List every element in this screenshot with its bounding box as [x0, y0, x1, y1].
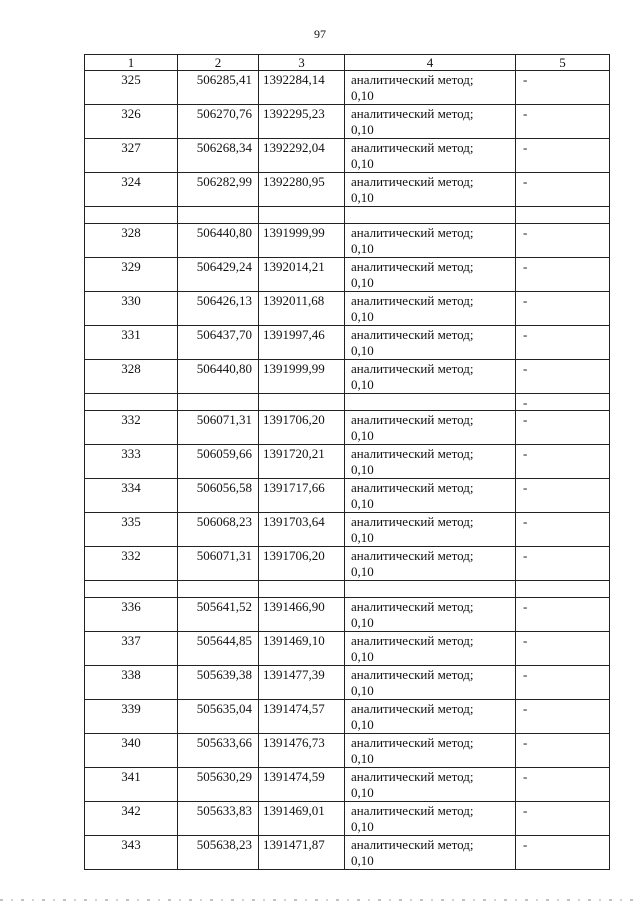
y-coordinate-cell: 1392284,14 — [259, 71, 345, 105]
method-cell — [345, 598, 516, 632]
method-cell — [345, 105, 516, 139]
table-row — [85, 71, 610, 105]
note-cell: - — [516, 139, 610, 173]
accuracy-text: 0,10 — [351, 428, 374, 443]
method-text: аналитический метод; — [351, 174, 474, 189]
empty-cell — [345, 207, 516, 224]
column-header-1: 1 — [85, 55, 178, 71]
accuracy-text: 0,10 — [351, 530, 374, 545]
point-number-cell: 332 — [85, 411, 178, 445]
column-header-5: 5 — [516, 55, 610, 71]
x-coordinate-cell: 505630,29 — [178, 768, 259, 802]
x-coordinate-cell: 506440,80 — [178, 224, 259, 258]
table-row — [85, 700, 610, 734]
method-cell — [345, 700, 516, 734]
point-number-cell: 343 — [85, 836, 178, 870]
method-cell — [345, 632, 516, 666]
empty-cell — [259, 581, 345, 598]
note-cell: - — [516, 479, 610, 513]
method-cell — [345, 173, 516, 207]
table-row — [85, 105, 610, 139]
note-cell — [516, 581, 610, 598]
separator-row — [85, 207, 610, 224]
x-coordinate-cell: 506071,31 — [178, 547, 259, 581]
method-text: аналитический метод; — [351, 599, 474, 614]
y-coordinate-cell: 1392292,04 — [259, 139, 345, 173]
table-row — [85, 768, 610, 802]
table-row — [85, 547, 610, 581]
accuracy-text: 0,10 — [351, 156, 374, 171]
point-number-cell: 324 — [85, 173, 178, 207]
accuracy-text: 0,10 — [351, 462, 374, 477]
method-text: аналитический метод; — [351, 361, 474, 376]
method-cell — [345, 734, 516, 768]
y-coordinate-cell: 1392280,95 — [259, 173, 345, 207]
x-coordinate-cell: 505641,52 — [178, 598, 259, 632]
note-cell: - — [516, 547, 610, 581]
point-number-cell: 336 — [85, 598, 178, 632]
x-coordinate-cell: 505635,04 — [178, 700, 259, 734]
point-number-cell: 328 — [85, 224, 178, 258]
method-cell — [345, 513, 516, 547]
note-cell: - — [516, 666, 610, 700]
method-cell — [345, 139, 516, 173]
x-coordinate-cell: 506426,13 — [178, 292, 259, 326]
method-text: аналитический метод; — [351, 514, 474, 529]
accuracy-text: 0,10 — [351, 190, 374, 205]
table-row — [85, 411, 610, 445]
method-text: аналитический метод; — [351, 259, 474, 274]
method-cell — [345, 326, 516, 360]
coordinates-table — [84, 54, 610, 870]
point-number-cell: 329 — [85, 258, 178, 292]
y-coordinate-cell: 1391717,66 — [259, 479, 345, 513]
point-number-cell: 325 — [85, 71, 178, 105]
method-cell — [345, 360, 516, 394]
method-cell — [345, 258, 516, 292]
scan-artifact-line — [0, 899, 640, 901]
note-cell: - — [516, 105, 610, 139]
table-row — [85, 326, 610, 360]
point-number-cell: 330 — [85, 292, 178, 326]
table-row — [85, 173, 610, 207]
method-cell — [345, 445, 516, 479]
y-coordinate-cell: 1391706,20 — [259, 547, 345, 581]
y-coordinate-cell: 1391471,87 — [259, 836, 345, 870]
method-text: аналитический метод; — [351, 327, 474, 342]
accuracy-text: 0,10 — [351, 88, 374, 103]
x-coordinate-cell: 506440,80 — [178, 360, 259, 394]
empty-cell — [85, 394, 178, 411]
x-coordinate-cell: 506285,41 — [178, 71, 259, 105]
accuracy-text: 0,10 — [351, 377, 374, 392]
point-number-cell: 334 — [85, 479, 178, 513]
method-text: аналитический метод; — [351, 225, 474, 240]
x-coordinate-cell: 505633,83 — [178, 802, 259, 836]
accuracy-text: 0,10 — [351, 122, 374, 137]
point-number-cell: 340 — [85, 734, 178, 768]
method-text: аналитический метод; — [351, 803, 474, 818]
y-coordinate-cell: 1392014,21 — [259, 258, 345, 292]
y-coordinate-cell: 1391476,73 — [259, 734, 345, 768]
x-coordinate-cell: 506437,70 — [178, 326, 259, 360]
accuracy-text: 0,10 — [351, 309, 374, 324]
note-cell: - — [516, 411, 610, 445]
note-cell — [516, 207, 610, 224]
accuracy-text: 0,10 — [351, 649, 374, 664]
x-coordinate-cell: 506268,34 — [178, 139, 259, 173]
x-coordinate-cell: 506056,58 — [178, 479, 259, 513]
table-row — [85, 479, 610, 513]
table-row — [85, 836, 610, 870]
accuracy-text: 0,10 — [351, 683, 374, 698]
page-number: 97 — [314, 27, 326, 41]
x-coordinate-cell: 505633,66 — [178, 734, 259, 768]
point-number-cell: 337 — [85, 632, 178, 666]
y-coordinate-cell: 1392011,68 — [259, 292, 345, 326]
x-coordinate-cell: 506270,76 — [178, 105, 259, 139]
note-cell: - — [516, 360, 610, 394]
accuracy-text: 0,10 — [351, 615, 374, 630]
method-text: аналитический метод; — [351, 769, 474, 784]
table-row — [85, 292, 610, 326]
table-row — [85, 632, 610, 666]
method-cell — [345, 836, 516, 870]
separator-row — [85, 394, 610, 411]
note-cell: - — [516, 836, 610, 870]
empty-cell — [259, 207, 345, 224]
point-number-cell: 332 — [85, 547, 178, 581]
x-coordinate-cell: 506059,66 — [178, 445, 259, 479]
method-cell — [345, 666, 516, 700]
accuracy-text: 0,10 — [351, 241, 374, 256]
method-cell — [345, 547, 516, 581]
y-coordinate-cell: 1391474,59 — [259, 768, 345, 802]
y-coordinate-cell: 1391477,39 — [259, 666, 345, 700]
note-cell: - — [516, 224, 610, 258]
note-cell: - — [516, 258, 610, 292]
empty-cell — [345, 394, 516, 411]
table-row — [85, 224, 610, 258]
empty-cell — [345, 581, 516, 598]
y-coordinate-cell: 1391720,21 — [259, 445, 345, 479]
table-row — [85, 598, 610, 632]
note-cell: - — [516, 802, 610, 836]
method-cell — [345, 71, 516, 105]
note-cell: - — [516, 173, 610, 207]
method-text: аналитический метод; — [351, 72, 474, 87]
column-header-3: 3 — [259, 55, 345, 71]
method-text: аналитический метод; — [351, 106, 474, 121]
accuracy-text: 0,10 — [351, 275, 374, 290]
y-coordinate-cell: 1391469,01 — [259, 802, 345, 836]
y-coordinate-cell: 1391997,46 — [259, 326, 345, 360]
point-number-cell: 327 — [85, 139, 178, 173]
method-cell — [345, 479, 516, 513]
method-cell — [345, 411, 516, 445]
x-coordinate-cell: 506068,23 — [178, 513, 259, 547]
table-row — [85, 734, 610, 768]
method-text: аналитический метод; — [351, 837, 474, 852]
table-row — [85, 445, 610, 479]
note-cell: - — [516, 700, 610, 734]
note-cell: - — [516, 768, 610, 802]
table-row — [85, 360, 610, 394]
note-cell: - — [516, 632, 610, 666]
y-coordinate-cell: 1391469,10 — [259, 632, 345, 666]
method-cell — [345, 802, 516, 836]
x-coordinate-cell: 506282,99 — [178, 173, 259, 207]
note-cell: - — [516, 71, 610, 105]
table-row — [85, 139, 610, 173]
method-text: аналитический метод; — [351, 667, 474, 682]
empty-cell — [85, 207, 178, 224]
point-number-cell: 328 — [85, 360, 178, 394]
method-cell — [345, 768, 516, 802]
x-coordinate-cell: 505639,38 — [178, 666, 259, 700]
accuracy-text: 0,10 — [351, 853, 374, 868]
point-number-cell: 326 — [85, 105, 178, 139]
x-coordinate-cell: 506429,24 — [178, 258, 259, 292]
x-coordinate-cell: 505644,85 — [178, 632, 259, 666]
x-coordinate-cell: 506071,31 — [178, 411, 259, 445]
empty-cell — [178, 581, 259, 598]
method-text: аналитический метод; — [351, 140, 474, 155]
point-number-cell: 333 — [85, 445, 178, 479]
method-text: аналитический метод; — [351, 701, 474, 716]
accuracy-text: 0,10 — [351, 496, 374, 511]
method-cell — [345, 224, 516, 258]
point-number-cell: 339 — [85, 700, 178, 734]
point-number-cell: 341 — [85, 768, 178, 802]
note-cell: - — [516, 513, 610, 547]
method-text: аналитический метод; — [351, 480, 474, 495]
table-row — [85, 802, 610, 836]
table-row — [85, 258, 610, 292]
column-header-2: 2 — [178, 55, 259, 71]
note-cell: - — [516, 292, 610, 326]
empty-cell — [259, 394, 345, 411]
accuracy-text: 0,10 — [351, 343, 374, 358]
point-number-cell: 342 — [85, 802, 178, 836]
empty-cell — [178, 394, 259, 411]
y-coordinate-cell: 1392295,23 — [259, 105, 345, 139]
note-cell: - — [516, 445, 610, 479]
note-cell: - — [516, 734, 610, 768]
table-row — [85, 513, 610, 547]
y-coordinate-cell: 1391703,64 — [259, 513, 345, 547]
method-text: аналитический метод; — [351, 548, 474, 563]
table-header-row — [85, 55, 610, 71]
accuracy-text: 0,10 — [351, 785, 374, 800]
y-coordinate-cell: 1391999,99 — [259, 224, 345, 258]
point-number-cell: 331 — [85, 326, 178, 360]
note-cell: - — [516, 394, 610, 411]
method-text: аналитический метод; — [351, 633, 474, 648]
method-text: аналитический метод; — [351, 446, 474, 461]
table-row — [85, 666, 610, 700]
accuracy-text: 0,10 — [351, 819, 374, 834]
method-text: аналитический метод; — [351, 412, 474, 427]
note-cell: - — [516, 326, 610, 360]
table-body — [85, 71, 610, 870]
note-cell: - — [516, 598, 610, 632]
y-coordinate-cell: 1391706,20 — [259, 411, 345, 445]
point-number-cell: 335 — [85, 513, 178, 547]
empty-cell — [85, 581, 178, 598]
method-text: аналитический метод; — [351, 735, 474, 750]
column-header-4: 4 — [345, 55, 516, 71]
y-coordinate-cell: 1391466,90 — [259, 598, 345, 632]
x-coordinate-cell: 505638,23 — [178, 836, 259, 870]
method-cell — [345, 292, 516, 326]
method-text: аналитический метод; — [351, 293, 474, 308]
y-coordinate-cell: 1391474,57 — [259, 700, 345, 734]
point-number-cell: 338 — [85, 666, 178, 700]
y-coordinate-cell: 1391999,99 — [259, 360, 345, 394]
accuracy-text: 0,10 — [351, 564, 374, 579]
separator-row — [85, 581, 610, 598]
accuracy-text: 0,10 — [351, 751, 374, 766]
empty-cell — [178, 207, 259, 224]
accuracy-text: 0,10 — [351, 717, 374, 732]
